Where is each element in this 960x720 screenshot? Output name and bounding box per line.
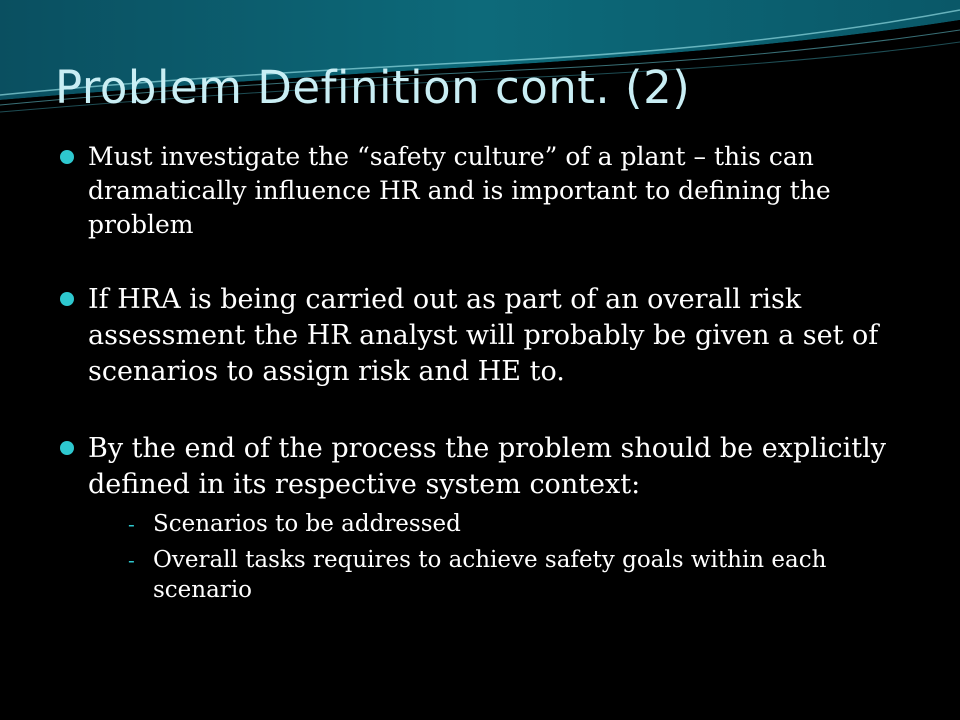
sub-bullet-item xyxy=(88,509,920,539)
bullet-item xyxy=(60,431,920,605)
sub-bullet-text: Scenarios to be addressed xyxy=(153,511,461,537)
slide-content xyxy=(60,140,920,611)
bullet-dot-icon xyxy=(60,150,74,164)
bullet-text: Must investigate the “safety culture” of a plant – this can dramatically influence HR and is important to defining the problem xyxy=(88,142,831,239)
sub-bullet-list xyxy=(88,509,920,605)
dash-icon: - xyxy=(128,548,135,572)
bullet-dot-icon xyxy=(60,292,74,306)
bullet-dot-icon xyxy=(60,441,74,455)
bullet-text: By the end of the process the problem should be explicitly defined in its respective system context: xyxy=(88,433,887,500)
sub-bullet-item xyxy=(88,545,920,605)
sub-bullet-text: Overall tasks requires to achieve safety goals within each scenario xyxy=(153,547,827,603)
dash-icon: - xyxy=(128,512,135,536)
bullet-item xyxy=(60,140,920,242)
slide-title: Problem Definition cont. (2) xyxy=(55,61,691,114)
bullet-item xyxy=(60,282,920,390)
bullet-text: If HRA is being carried out as part of an overall risk assessment the HR analyst will probably be given a set of scenarios to assign risk and HE to. xyxy=(88,284,879,387)
